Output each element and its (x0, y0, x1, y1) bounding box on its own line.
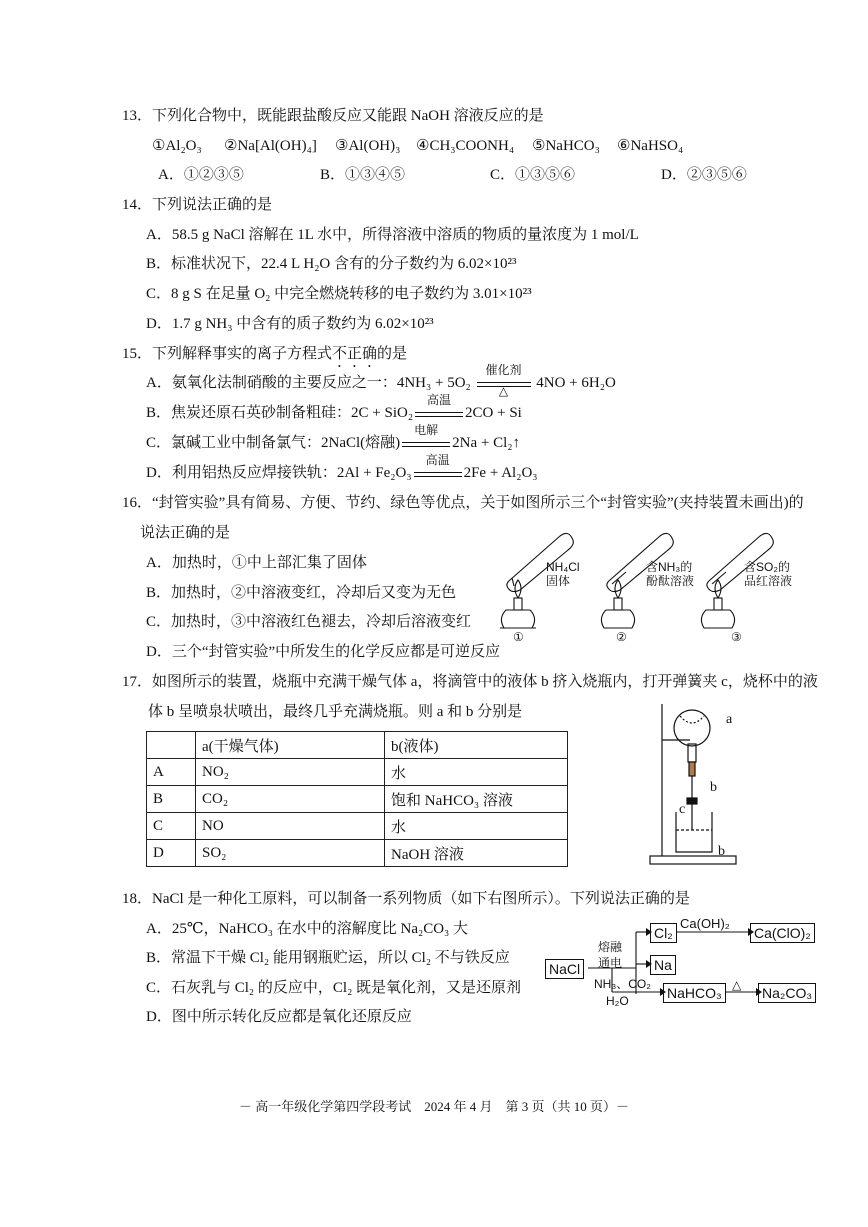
q13-option-c: C．①③⑤⑥ (490, 167, 576, 183)
table-row (147, 759, 568, 786)
q15-c-reactants: C．氯碱工业中制备氯气：2NaCl(熔融) (146, 435, 401, 451)
table-header-cell: b(液体) (385, 732, 568, 759)
q15-stem-post: 的是 (377, 346, 408, 362)
table-cell: 水 (385, 759, 568, 786)
q16-option-d: D．三个“封管实验”中所发生的化学反应都是可逆反应 (146, 644, 501, 660)
q18-stem: 18．NaCl 是一种化工原料，可以制备一系列物质（如下右图所示）。下列说法正确的是 (122, 891, 690, 907)
tube2-label-b: 酚酞溶液 (646, 574, 695, 588)
q16-option-b: B．加热时，②中溶液变红，冷却后又变为无色 (146, 585, 457, 601)
q13-item: ①Al₂O₃ (152, 138, 202, 154)
label-heat: △ (732, 978, 742, 992)
q13-item: ②Na[Al(OH)₄] (224, 138, 317, 154)
q14-stem: 14．下列说法正确的是 (122, 197, 273, 213)
q15-option-d (146, 452, 538, 484)
q15-stem (122, 344, 407, 371)
box-nahco3: NaHCO₃ (663, 983, 726, 1003)
label-b-dropper: b (710, 780, 717, 795)
q17-table (146, 731, 568, 867)
q13-item: ⑥NaHSO₄ (617, 138, 684, 154)
q18-option-a: A．25℃，NaHCO₃ 在水中的溶解度比 Na₂CO₃ 大 (146, 921, 469, 937)
q15-b-reactants: B．焦炭还原石英砂制备粗硅：2C + SiO₂ (146, 405, 414, 421)
tube1-label-b: 固体 (546, 574, 571, 588)
tube3-label-b: 品红溶液 (744, 574, 793, 588)
table-cell: D (147, 840, 196, 867)
table-header-row (147, 732, 568, 759)
label-nh3-co2: NH₃、CO₂ (594, 977, 651, 991)
box-caclo2: Ca(ClO)₂ (750, 923, 815, 943)
q13-option-d: D．②③⑤⑥ (661, 167, 747, 183)
reaction-arrow (412, 452, 464, 484)
box-na2co3: Na₂CO₃ (758, 983, 816, 1003)
q15-option-b (146, 392, 522, 424)
condition-bottom: △ (498, 383, 509, 398)
q16-option-c: C．加热时，③中溶液红色褪去，冷却后溶液变红 (146, 614, 472, 630)
table-cell: A (147, 759, 196, 786)
q16-stem-line1: 16．“封管实验”具有简易、方便、节约、绿色等优点，关于如图所示三个“封管实验”(夹持装置未画出)的 (122, 495, 804, 511)
box-na: Na (650, 955, 676, 975)
table-cell: 水 (385, 813, 568, 840)
box-cl2: Cl₂ (650, 923, 677, 943)
q15-a-reactants: A．氨氧化法制硝酸的主要反应之一：4NH₃ + 5O₂ (146, 375, 471, 391)
condition-top: 高温 (425, 452, 450, 467)
q15-option-c (146, 422, 521, 454)
label-b-beaker: b (718, 844, 725, 859)
label-caoh2: Ca(OH)₂ (680, 916, 730, 931)
reaction-arrow (413, 392, 465, 424)
tube3-number: ③ (731, 630, 742, 644)
page-footer: － 高一年级化学第四学段考试 2024 年 4 月 第 3 页（共 10 页）－ (238, 1099, 629, 1114)
table-cell: SO₂ (196, 840, 385, 867)
alcohol-lamp-1 (500, 580, 536, 628)
q15-d-products: 2Fe + Al₂O₃ (463, 465, 538, 481)
reaction-arrow (400, 422, 452, 454)
alcohol-lamp-2 (601, 580, 634, 628)
q13-item: ④CH₃COONH₄ (416, 138, 515, 154)
q14-option-d: D．1.7 g NH₃ 中含有的质子数约为 6.02×10²³ (146, 316, 434, 332)
label-a: a (726, 712, 733, 727)
condition-top: 催化剂 (485, 362, 522, 377)
tube1-number: ① (513, 630, 524, 644)
q18-option-b: B．常温下干燥 Cl₂ 能用钢瓶贮运，所以 Cl₂ 不与铁反应 (146, 950, 510, 966)
q15-stem-pre: 15．下列解释事实的离子方程式 (122, 346, 333, 362)
q13-item: ⑤NaHCO₃ (532, 138, 600, 154)
q13-option-a: A．①②③⑤ (158, 167, 244, 183)
table-cell: 饱和 NaHCO₃ 溶液 (385, 786, 568, 813)
q15-c-products: 2Na + Cl₂↑ (452, 435, 521, 451)
label-c: c (679, 802, 686, 817)
q17-stem-line1: 17．如图所示的装置，烧瓶中充满干燥气体 a，将滴管中的液体 b 挤入烧瓶内，打开弹簧夹 c，烧杯中的液 (122, 674, 818, 690)
q15-d-reactants: D．利用铝热反应焊接铁轨：2Al + Fe₂O₃ (146, 465, 412, 481)
label-molten: 熔融 (598, 940, 623, 954)
table-row (147, 813, 568, 840)
table-row (147, 840, 568, 867)
alcohol-lamp-3 (701, 580, 734, 628)
table-header-cell: a(干燥气体) (196, 732, 385, 759)
condition-top: 电解 (414, 422, 439, 437)
table-cell: C (147, 813, 196, 840)
q14-option-a: A．58.5 g NaCl 溶解在 1L 水中，所得溶液中溶质的物质的量浓度为 1 mol/L (146, 227, 639, 243)
q18-option-d: D．图中所示转化反应都是氧化还原反应 (146, 1009, 412, 1025)
q14-option-b: B．标准状况下，22.4 L H₂O 含有的分子数约为 6.02×10²³ (146, 256, 517, 272)
table-cell: B (147, 786, 196, 813)
q18-option-c: C．石灰乳与 Cl₂ 的反应中，Cl₂ 既是氧化剂，又是还原剂 (146, 980, 522, 996)
table-row (147, 786, 568, 813)
spring-clamp (687, 798, 697, 804)
q15-b-products: 2CO + Si (465, 405, 522, 421)
table-cell: CO₂ (196, 786, 385, 813)
flask (674, 710, 710, 746)
dropper (689, 762, 695, 776)
reaction-arrow (475, 362, 533, 398)
tube2-number: ② (616, 630, 627, 644)
q17-stem-line2: 体 b 呈喷泉状喷出，最终几乎充满烧瓶。则 a 和 b 分别是 (148, 704, 523, 720)
tube2-label-a: 含NH₃的 (646, 560, 693, 574)
q13-stem: 13．下列化合物中，既能跟盐酸反应又能跟 NaOH 溶液反应的是 (122, 108, 544, 124)
condition-top: 高温 (427, 392, 452, 407)
label-electrolysis: 通电 (598, 956, 623, 970)
q13-option-b: B．①③④⑤ (320, 167, 406, 183)
tube1-label-a: NH₄Cl (546, 560, 580, 574)
table-header-cell (147, 732, 196, 759)
table-cell: NaOH 溶液 (385, 840, 568, 867)
q14-option-c: C．8 g S 在足量 O₂ 中完全燃烧转移的电子数约为 3.01×10²³ (146, 286, 532, 302)
q15-stem-emphasis: 不正确 (332, 346, 378, 362)
tube3-label-a: 含SO₂的 (744, 560, 790, 574)
q13-item: ③Al(OH)₃ (335, 138, 401, 154)
q16-stem-line2: 说法正确的是 (140, 525, 231, 541)
q15-option-a (146, 362, 616, 398)
table-cell: NO₂ (196, 759, 385, 786)
q16-option-a: A．加热时，①中上部汇集了固体 (146, 555, 367, 571)
label-h2o: H₂O (606, 994, 629, 1008)
table-cell: NO (196, 813, 385, 840)
fountain-apparatus-figure (640, 700, 750, 870)
box-nacl: NaCl (545, 959, 584, 979)
q15-a-products: 4NO + 6H₂O (536, 375, 616, 391)
